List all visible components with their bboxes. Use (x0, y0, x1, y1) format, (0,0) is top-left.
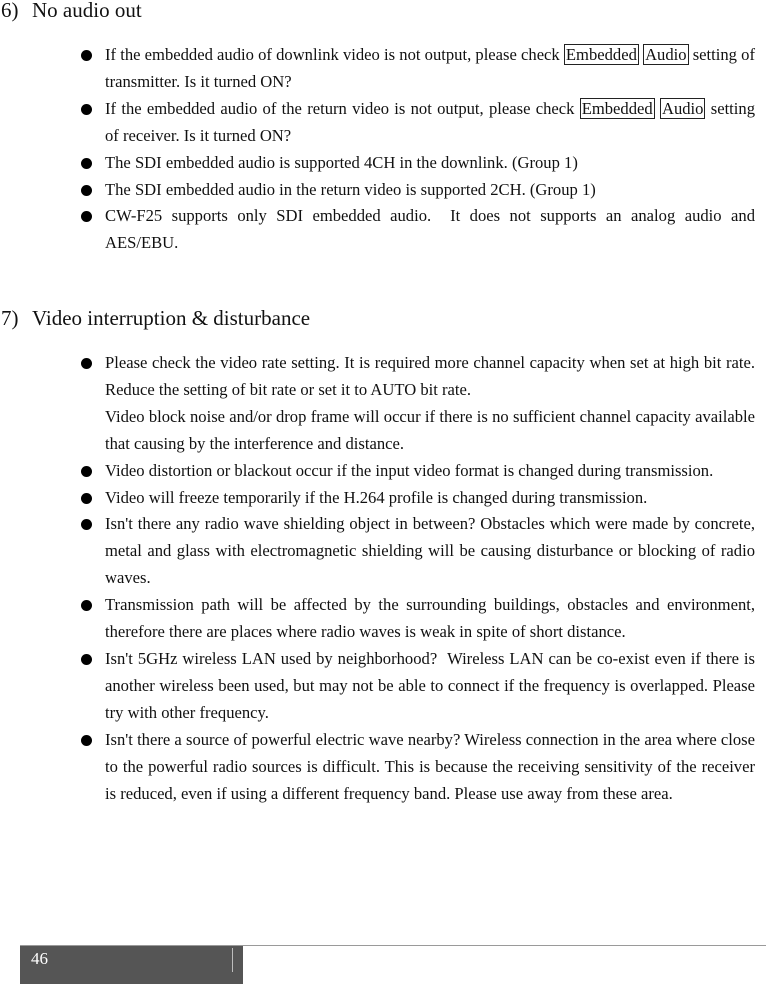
section-7-heading (1, 306, 310, 330)
section-title: Video interruption & disturbance (32, 306, 311, 330)
section-6-list (0, 42, 766, 257)
list-item: CW-F25 supports only SDI embedded audio. It does not supports an analog audio and AES/EBU. (0, 203, 755, 257)
list-item: The SDI embedded audio in the return video is supported 2CH. (Group 1) (0, 177, 755, 204)
list-item: Video distortion or blackout occur if the input video format is changed during transmission. (0, 458, 755, 485)
section-6-heading (1, 0, 142, 22)
list-item: The SDI embedded audio is supported 4CH in the downlink. (Group 1) (0, 150, 755, 177)
section-number: 7) (1, 306, 19, 330)
audio-setting-label: Audio (645, 45, 687, 64)
section-title: No audio out (32, 0, 142, 22)
list-item: Video will freeze temporarily if the H.264 profile is changed during transmission. (0, 485, 755, 512)
list-item: Isn't there a source of powerful electric wave nearby? Wireless connection in the area where close to the powerful radio sources is difficult. This is because the receiving sensitivity of the receiver is reduced, even if using a different frequency band. Please use away from these area. (0, 727, 755, 808)
page-number: 46 (31, 949, 48, 968)
list-item: If the embedded audio of the return video is not output, please check Embedded Audio setting of receiver. Is it turned ON? (0, 96, 755, 150)
list-item: Isn't 5GHz wireless LAN used by neighborhood? Wireless LAN can be co-exist even if there is another wireless been used, but may not be able to connect if the frequency is overlapped. Please try with other frequency. (0, 646, 755, 727)
list-item: Transmission path will be affected by the surrounding buildings, obstacles and environment, therefore there are places where radio waves is weak in spite of short distance. (0, 592, 755, 646)
page-number-box (20, 946, 243, 984)
embedded-setting-label: Embedded (581, 98, 653, 118)
embedded-setting-label: Embedded (565, 45, 637, 64)
list-item: If the embedded audio of downlink video is not output, please check Embedded Audio setting of transmitter. Is it turned ON? (0, 42, 755, 96)
list-item-continuation: Video block noise and/or drop frame will occur if there is no sufficient channel capacity available that causing by the interference and distance. (105, 406, 755, 453)
list-item: Please check the video rate setting. It is required more channel capacity when set at high bit rate. Reduce the setting of bit rate or set it to AUTO bit rate. (0, 350, 755, 404)
list-item: Isn't there any radio wave shielding object in between? Obstacles which were made by concrete, metal and glass with electromagnetic shielding will be causing disturbance or blocking of radio waves. (0, 511, 755, 592)
footer-tick (232, 948, 233, 972)
section-7-list (0, 350, 766, 807)
section-number: 6) (1, 0, 19, 22)
audio-setting-label: Audio (661, 98, 704, 118)
